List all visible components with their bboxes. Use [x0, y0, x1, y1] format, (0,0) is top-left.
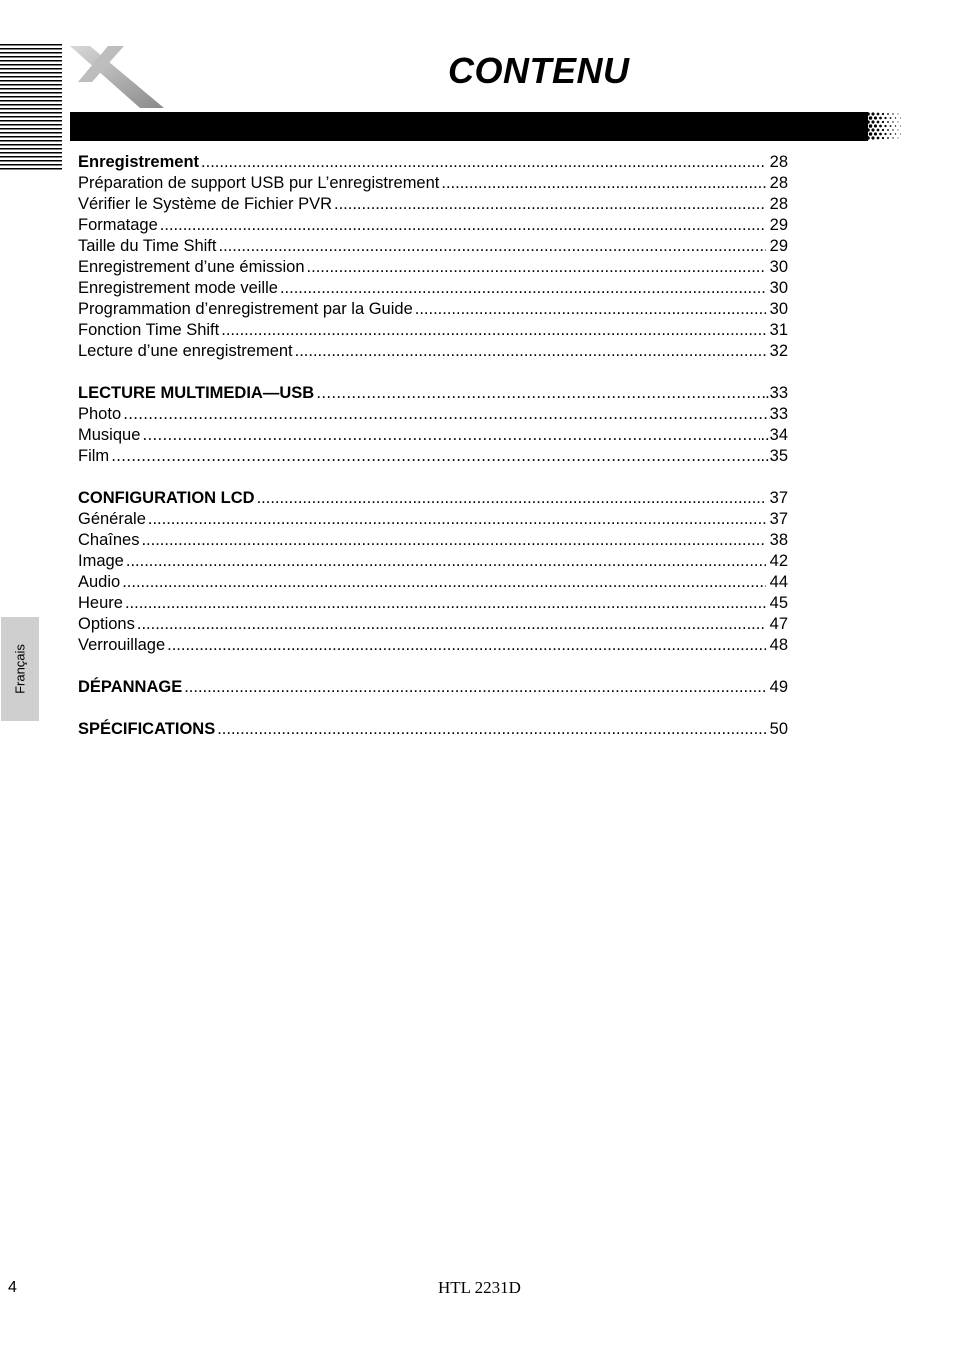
page-number: 4: [8, 1279, 17, 1296]
toc-entry[interactable]: [78, 341, 788, 362]
page-title: CONTENU: [448, 50, 630, 91]
toc-entry-label: SPÉCIFICATIONS: [78, 720, 216, 738]
toc-leader-dots: [111, 446, 760, 467]
toc-entry-page: ..34: [760, 426, 788, 444]
header-stripes-decoration: [0, 44, 62, 172]
toc-leader-dots: [441, 173, 765, 194]
toc-entry-page: 48: [769, 636, 788, 654]
toc-entry-label: Chaînes: [78, 531, 140, 549]
toc-entry-label: Formatage: [78, 216, 158, 234]
toc-leader-dots: [141, 530, 765, 551]
toc-leader-dots: [415, 299, 766, 320]
toc-entry[interactable]: [78, 194, 788, 215]
toc-entry-page: 32: [769, 342, 788, 360]
toc-leader-dots: [123, 404, 770, 425]
toc-entry-label: Audio: [78, 573, 121, 591]
toc-entry-label: Taille du Time Shift: [78, 237, 217, 255]
toc-entry-page: ..35: [760, 447, 788, 465]
toc-entry-label: Vérifier le Système de Fichier PVR: [78, 195, 333, 213]
toc-entry-page: 31: [769, 321, 788, 339]
toc-entry[interactable]: [78, 299, 788, 320]
toc-entry-page: 50: [769, 720, 788, 738]
toc-entry-label: DÉPANNAGE: [78, 678, 183, 696]
toc-entry[interactable]: [78, 635, 788, 656]
toc-entry-page: 29: [769, 216, 788, 234]
language-tab: [1, 617, 39, 721]
toc-leader-dots: [316, 383, 765, 404]
toc-entry-page: 38: [769, 531, 788, 549]
toc-entry-label: Film: [78, 447, 110, 465]
toc-leader-dots: [126, 551, 766, 572]
toc-entry-page: 49: [769, 678, 788, 696]
toc-entry[interactable]: [78, 677, 788, 698]
toc-entry-label: Image: [78, 552, 124, 570]
toc-entry[interactable]: [78, 719, 788, 740]
toc-leader-dots: [257, 488, 766, 509]
toc-leader-dots: [218, 236, 765, 257]
toc-entry-page: 42: [769, 552, 788, 570]
toc-leader-dots: [184, 677, 765, 698]
toc-leader-dots: [217, 719, 765, 740]
toc-entry[interactable]: [78, 593, 788, 614]
toc-entry[interactable]: [78, 488, 788, 509]
toc-leader-dots: [148, 509, 766, 530]
toc-entry-label: Enregistrement mode veille: [78, 279, 278, 297]
toc-entry-label: Verrouillage: [78, 636, 166, 654]
toc-entry-label: Lecture d’une enregistrement: [78, 342, 293, 360]
halftone-decoration: [862, 112, 904, 141]
toc-entry-label: Options: [78, 615, 135, 633]
section-gap: [78, 467, 788, 488]
toc-entry-page: 45: [769, 594, 788, 612]
toc-entry-page: 30: [769, 300, 788, 318]
toc-leader-dots: [201, 152, 766, 173]
toc-leader-dots: [221, 320, 765, 341]
header-bar: [70, 112, 868, 141]
toc-entry-page: 28: [769, 195, 788, 213]
toc-leader-dots: [167, 635, 766, 656]
x-logo-icon: [68, 44, 168, 110]
section-gap: [78, 698, 788, 719]
toc-entry-label: Programmation d’enregistrement par la Guide: [78, 300, 413, 318]
section-gap: [78, 362, 788, 383]
toc-entry-page: 37: [769, 510, 788, 528]
toc-entry[interactable]: [78, 404, 788, 425]
toc-entry[interactable]: [78, 530, 788, 551]
toc-entry-page: 30: [769, 279, 788, 297]
toc-leader-dots: [137, 614, 766, 635]
toc-entry[interactable]: [78, 551, 788, 572]
toc-entry[interactable]: [78, 446, 788, 467]
toc-entry-page: 30: [769, 258, 788, 276]
toc-entry[interactable]: [78, 383, 788, 404]
toc-entry-page: 33: [769, 405, 788, 423]
toc-entry-label: Heure: [78, 594, 123, 612]
toc-entry-label: Préparation de support USB pur L’enregistrement: [78, 174, 440, 192]
toc-leader-dots: [334, 194, 766, 215]
toc-entry[interactable]: [78, 509, 788, 530]
toc-entry-label: Photo: [78, 405, 122, 423]
toc-entry-page: 47: [769, 615, 788, 633]
toc-entry[interactable]: [78, 173, 788, 194]
toc-entry-label: Fonction Time Shift: [78, 321, 220, 339]
toc-entry[interactable]: [78, 320, 788, 341]
toc-leader-dots: [295, 341, 766, 362]
toc-entry-page: 28: [769, 174, 788, 192]
toc-entry-page: 28: [769, 153, 788, 171]
toc-entry[interactable]: [78, 152, 788, 173]
toc-entry[interactable]: [78, 425, 788, 446]
toc-entry-page: 44: [769, 573, 788, 591]
section-gap: [78, 656, 788, 677]
toc-leader-dots: [122, 572, 765, 593]
toc-leader-dots: [160, 215, 766, 236]
toc-entry-label: Musique: [78, 426, 141, 444]
toc-entry[interactable]: [78, 278, 788, 299]
toc-leader-dots: [142, 425, 760, 446]
toc-entry-label: CONFIGURATION LCD: [78, 489, 255, 507]
toc-entry[interactable]: [78, 572, 788, 593]
toc-entry-label: LECTURE MULTIMEDIA—USB: [78, 384, 315, 402]
toc-entry-label: Générale: [78, 510, 146, 528]
toc-entry[interactable]: [78, 215, 788, 236]
toc-entry-page: 37: [769, 489, 788, 507]
toc-entry-label: Enregistrement d’une émission: [78, 258, 305, 276]
toc-leader-dots: [280, 278, 766, 299]
toc-entry-page: .33: [765, 384, 788, 402]
language-tab-label: Français: [12, 644, 28, 694]
toc-entry[interactable]: [78, 614, 788, 635]
toc-entry-page: 29: [769, 237, 788, 255]
toc-entry-label: Enregistrement: [78, 153, 200, 171]
table-of-contents: [78, 152, 788, 740]
toc-entry[interactable]: [78, 236, 788, 257]
toc-leader-dots: [307, 257, 766, 278]
model-name: HTL 2231D: [438, 1278, 521, 1297]
toc-entry[interactable]: [78, 257, 788, 278]
toc-leader-dots: [125, 593, 766, 614]
